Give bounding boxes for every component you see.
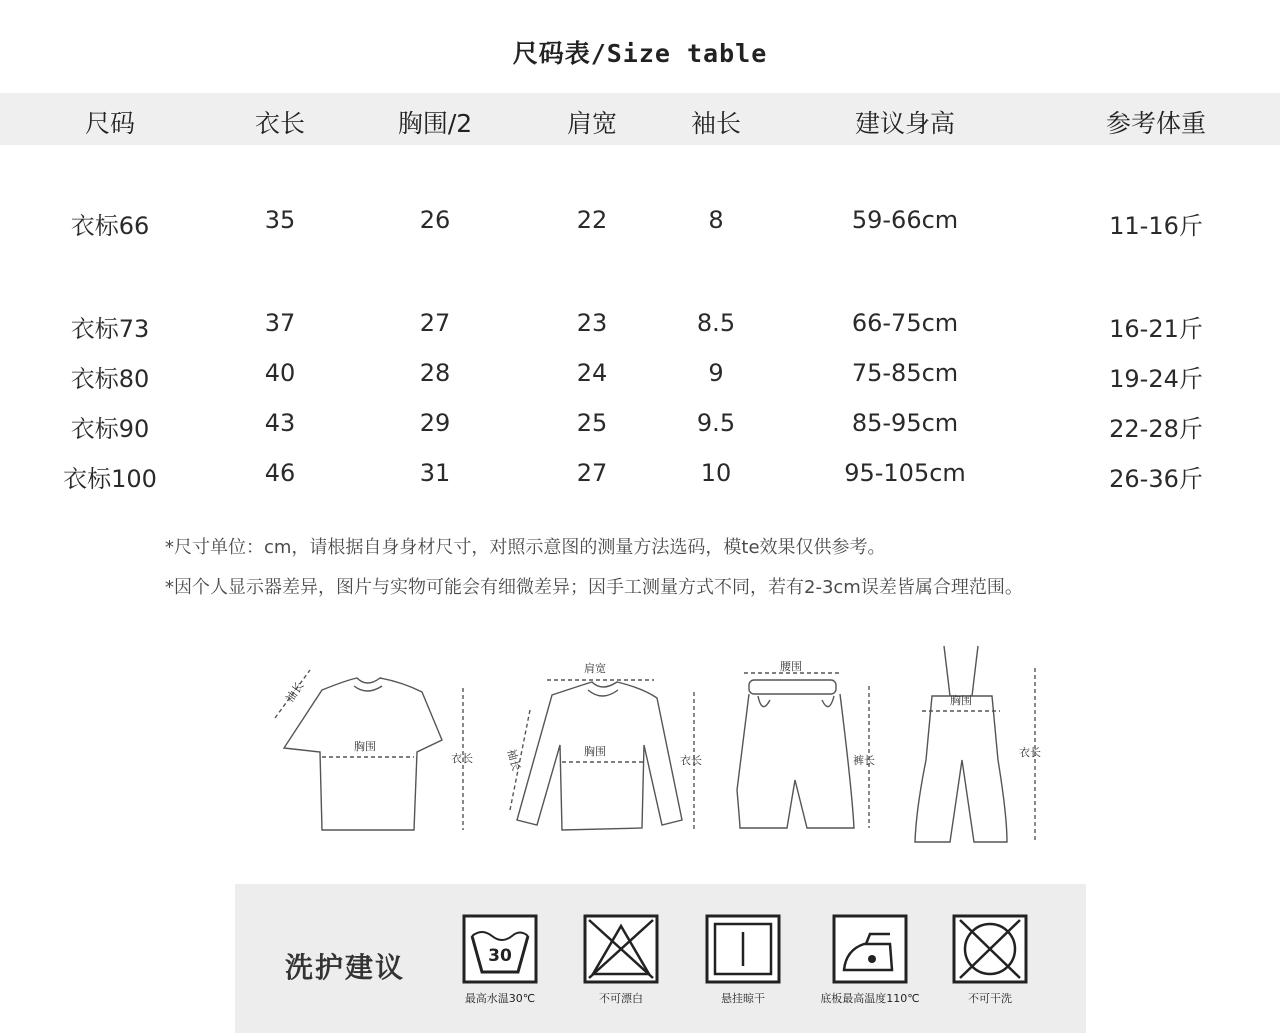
cell-length: 37	[264, 309, 296, 337]
cell-length: 35	[264, 206, 296, 234]
page-title: 尺码表/Size table	[512, 39, 768, 68]
header-size: 尺码	[84, 109, 136, 138]
header-shoulder: 肩宽	[566, 109, 618, 138]
cell-chest: 26	[419, 206, 451, 234]
no-bleach-icon	[581, 914, 661, 984]
tshirt-diagram	[275, 670, 473, 830]
cell-size: 衣标66	[70, 212, 150, 240]
care-item-iron	[805, 914, 935, 1006]
header-sleeve: 袖长	[690, 109, 742, 138]
header-chest: 胸围/2	[397, 109, 473, 138]
sweater-sleeve-label: 袖长	[504, 747, 523, 773]
no-dry-clean-icon	[950, 914, 1030, 984]
cell-size: 衣标73	[70, 315, 150, 343]
cell-weight: 22-28斤	[1109, 415, 1203, 443]
cell-height: 85-95cm	[851, 409, 959, 437]
care-label-dry: 悬挂晾干	[721, 992, 765, 1005]
cell-shoulder: 23	[576, 309, 608, 337]
cell-weight: 26-36斤	[1109, 465, 1203, 493]
overalls-chest-label: 胸围	[950, 694, 972, 707]
cell-shoulder: 24	[576, 359, 608, 387]
care-label-wash: 最高水温30℃	[464, 992, 536, 1005]
care-label-dryclean: 不可干洗	[968, 992, 1012, 1005]
cell-length: 43	[264, 409, 296, 437]
shorts-diagram	[737, 660, 875, 828]
cell-chest: 29	[419, 409, 451, 437]
tshirt-chest-label: 胸围	[354, 740, 376, 753]
cell-chest: 28	[419, 359, 451, 387]
cell-height: 95-105cm	[844, 459, 966, 487]
cell-chest: 31	[419, 459, 451, 487]
note-units: *尺寸单位：cm，请根据自身身材尺寸，对照示意图的测量方法选码，模te效果仅供参考。	[165, 537, 886, 558]
cell-sleeve: 10	[700, 459, 732, 487]
care-instructions	[235, 884, 1086, 1033]
table-header-band	[0, 93, 1280, 145]
care-item-dry	[678, 914, 808, 1006]
cell-weight: 11-16斤	[1109, 212, 1203, 240]
cell-length: 40	[264, 359, 296, 387]
cell-weight: 19-24斤	[1109, 365, 1203, 393]
hang-dry-icon	[703, 914, 783, 984]
shorts-waist-label: 腰围	[780, 660, 802, 673]
cell-shoulder: 22	[576, 206, 608, 234]
cell-height: 75-85cm	[851, 359, 959, 387]
care-item-bleach	[556, 914, 686, 1006]
note-tolerance: *因个人显示器差异，图片与实物可能会有细微差异；因手工测量方式不同，若有2-3cm误差皆属合理范围。	[165, 577, 1023, 598]
cell-size: 衣标100	[63, 465, 157, 493]
tshirt-sleeve-label: 袖长	[283, 679, 307, 705]
wash-30-icon	[460, 914, 540, 984]
overalls-diagram	[915, 646, 1041, 842]
header-height: 建议身高	[854, 109, 956, 138]
care-title: 洗护建议	[285, 951, 406, 984]
sweater-length-label: 衣长	[680, 754, 702, 767]
measurement-diagrams	[262, 640, 1062, 845]
care-item-wash	[435, 914, 565, 1006]
cell-sleeve: 9.5	[696, 409, 736, 437]
cell-sleeve: 8.5	[696, 309, 736, 337]
cell-weight: 16-21斤	[1109, 315, 1203, 343]
cell-sleeve: 9	[708, 359, 724, 387]
cell-shoulder: 25	[576, 409, 608, 437]
cell-length: 46	[264, 459, 296, 487]
cell-chest: 27	[419, 309, 451, 337]
header-length: 衣长	[254, 109, 306, 138]
shorts-length-label: 裤长	[853, 754, 875, 767]
sweater-shoulder-label: 肩宽	[584, 662, 606, 675]
care-label-iron: 底板最高温度110℃	[820, 992, 920, 1005]
sweater-diagram	[505, 661, 702, 830]
care-label-bleach: 不可漂白	[599, 992, 643, 1005]
cell-shoulder: 27	[576, 459, 608, 487]
cell-height: 59-66cm	[851, 206, 959, 234]
overalls-length-label: 衣长	[1019, 746, 1041, 759]
care-item-dryclean	[925, 914, 1055, 1006]
cell-sleeve: 8	[708, 206, 724, 234]
wash-temp: 30	[488, 946, 512, 966]
cell-size: 衣标80	[70, 365, 150, 393]
sweater-chest-label: 胸围	[584, 745, 606, 758]
cell-size: 衣标90	[70, 415, 150, 443]
header-weight: 参考体重	[1105, 109, 1207, 138]
iron-110-icon	[830, 914, 910, 984]
tshirt-length-label: 衣长	[451, 752, 473, 765]
cell-height: 66-75cm	[851, 309, 959, 337]
